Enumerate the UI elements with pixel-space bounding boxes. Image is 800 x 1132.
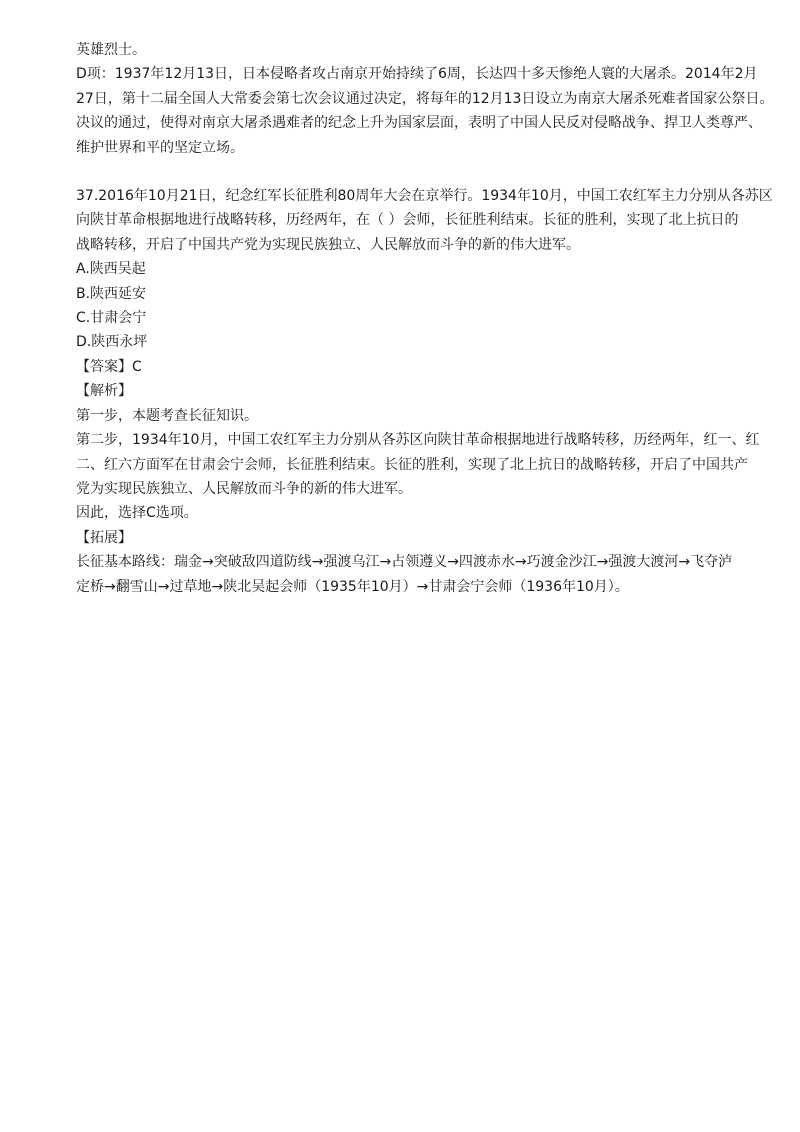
question-options (76, 257, 736, 355)
question-stem (76, 184, 773, 257)
analysis-line: 第二步，1934年10月，中国工农红军主力分别从各苏区向陕甘革命根据地进行战略转移，历经两年，红一、红 (76, 432, 760, 449)
question-37 (76, 184, 773, 599)
option-d-line: 决议的通过，使得对南京大屠杀遇难者的纪念上升为国家层面，表明了中国人民反对侵略战争、捍卫人类尊严、 (76, 115, 762, 132)
option-d-line: 维护世界和平的坚定立场。 (76, 139, 244, 156)
option-d-line: D项：1937年12月13日，日本侵略者攻占南京开始持续了6周，长达四十多天惨绝人寰的大屠杀。2014年2月 (76, 66, 758, 83)
question-stem-line: 37.2016年10月21日，纪念红军长征胜利80周年大会在京举行。1934年10月，中国工农红军主力分别从各苏区 (76, 188, 773, 205)
document-page (76, 38, 774, 599)
analysis-line: 党为实现民族独立、人民解放而斗争的新的伟大进军。 (76, 480, 412, 497)
option-d-line: 27日，第十二届全国人大常委会第七次会议通过决定，将每年的12月13日设立为南京大屠杀死难者国家公祭日。 (76, 90, 774, 107)
analysis-line: 二、红六方面军在甘肃会宁会师，长征胜利结束。长征的胜利，实现了北上抗日的战略转移，开启了中国共产 (76, 456, 748, 473)
option-d: D.陕西永坪 (76, 334, 148, 351)
answer-line: 【答案】C (76, 358, 142, 375)
extension-line: 定桥→翻雪山→过草地→陕北吴起会师（1935年10月）→甘肃会宁会师（1936年10月）。 (76, 578, 629, 595)
extension-line: 长征基本路线：瑞金→突破敌四道防线→强渡乌江→占领遵义→四渡赤水→巧渡金沙江→强渡大渡河→飞夺泸 (76, 554, 733, 571)
option-a: A.陕西吴起 (76, 261, 146, 278)
option-d-explanation (76, 62, 774, 160)
section-gap (76, 160, 736, 184)
extension-body (76, 550, 736, 599)
option-b: B.陕西延安 (76, 285, 147, 302)
analysis-body (76, 404, 760, 526)
analysis-line: 因此，选择C选项。 (76, 505, 198, 522)
question-stem-line: 战略转移，开启了中国共产党为实现民族独立、人民解放而斗争的新的伟大进军。 (76, 236, 580, 253)
option-c: C.甘肃会宁 (76, 310, 147, 327)
analysis-line: 第一步，本题考查长征知识。 (76, 407, 258, 424)
question-stem-line: 向陕甘革命根据地进行战略转移，历经两年，在（ ）会师，长征胜利结束。长征的胜利，实现了北上抗日的 (76, 212, 739, 229)
extension-heading: 【拓展】 (76, 529, 132, 546)
prev-section-tail: 英雄烈士。 (76, 42, 146, 58)
analysis-heading: 【解析】 (76, 383, 132, 400)
